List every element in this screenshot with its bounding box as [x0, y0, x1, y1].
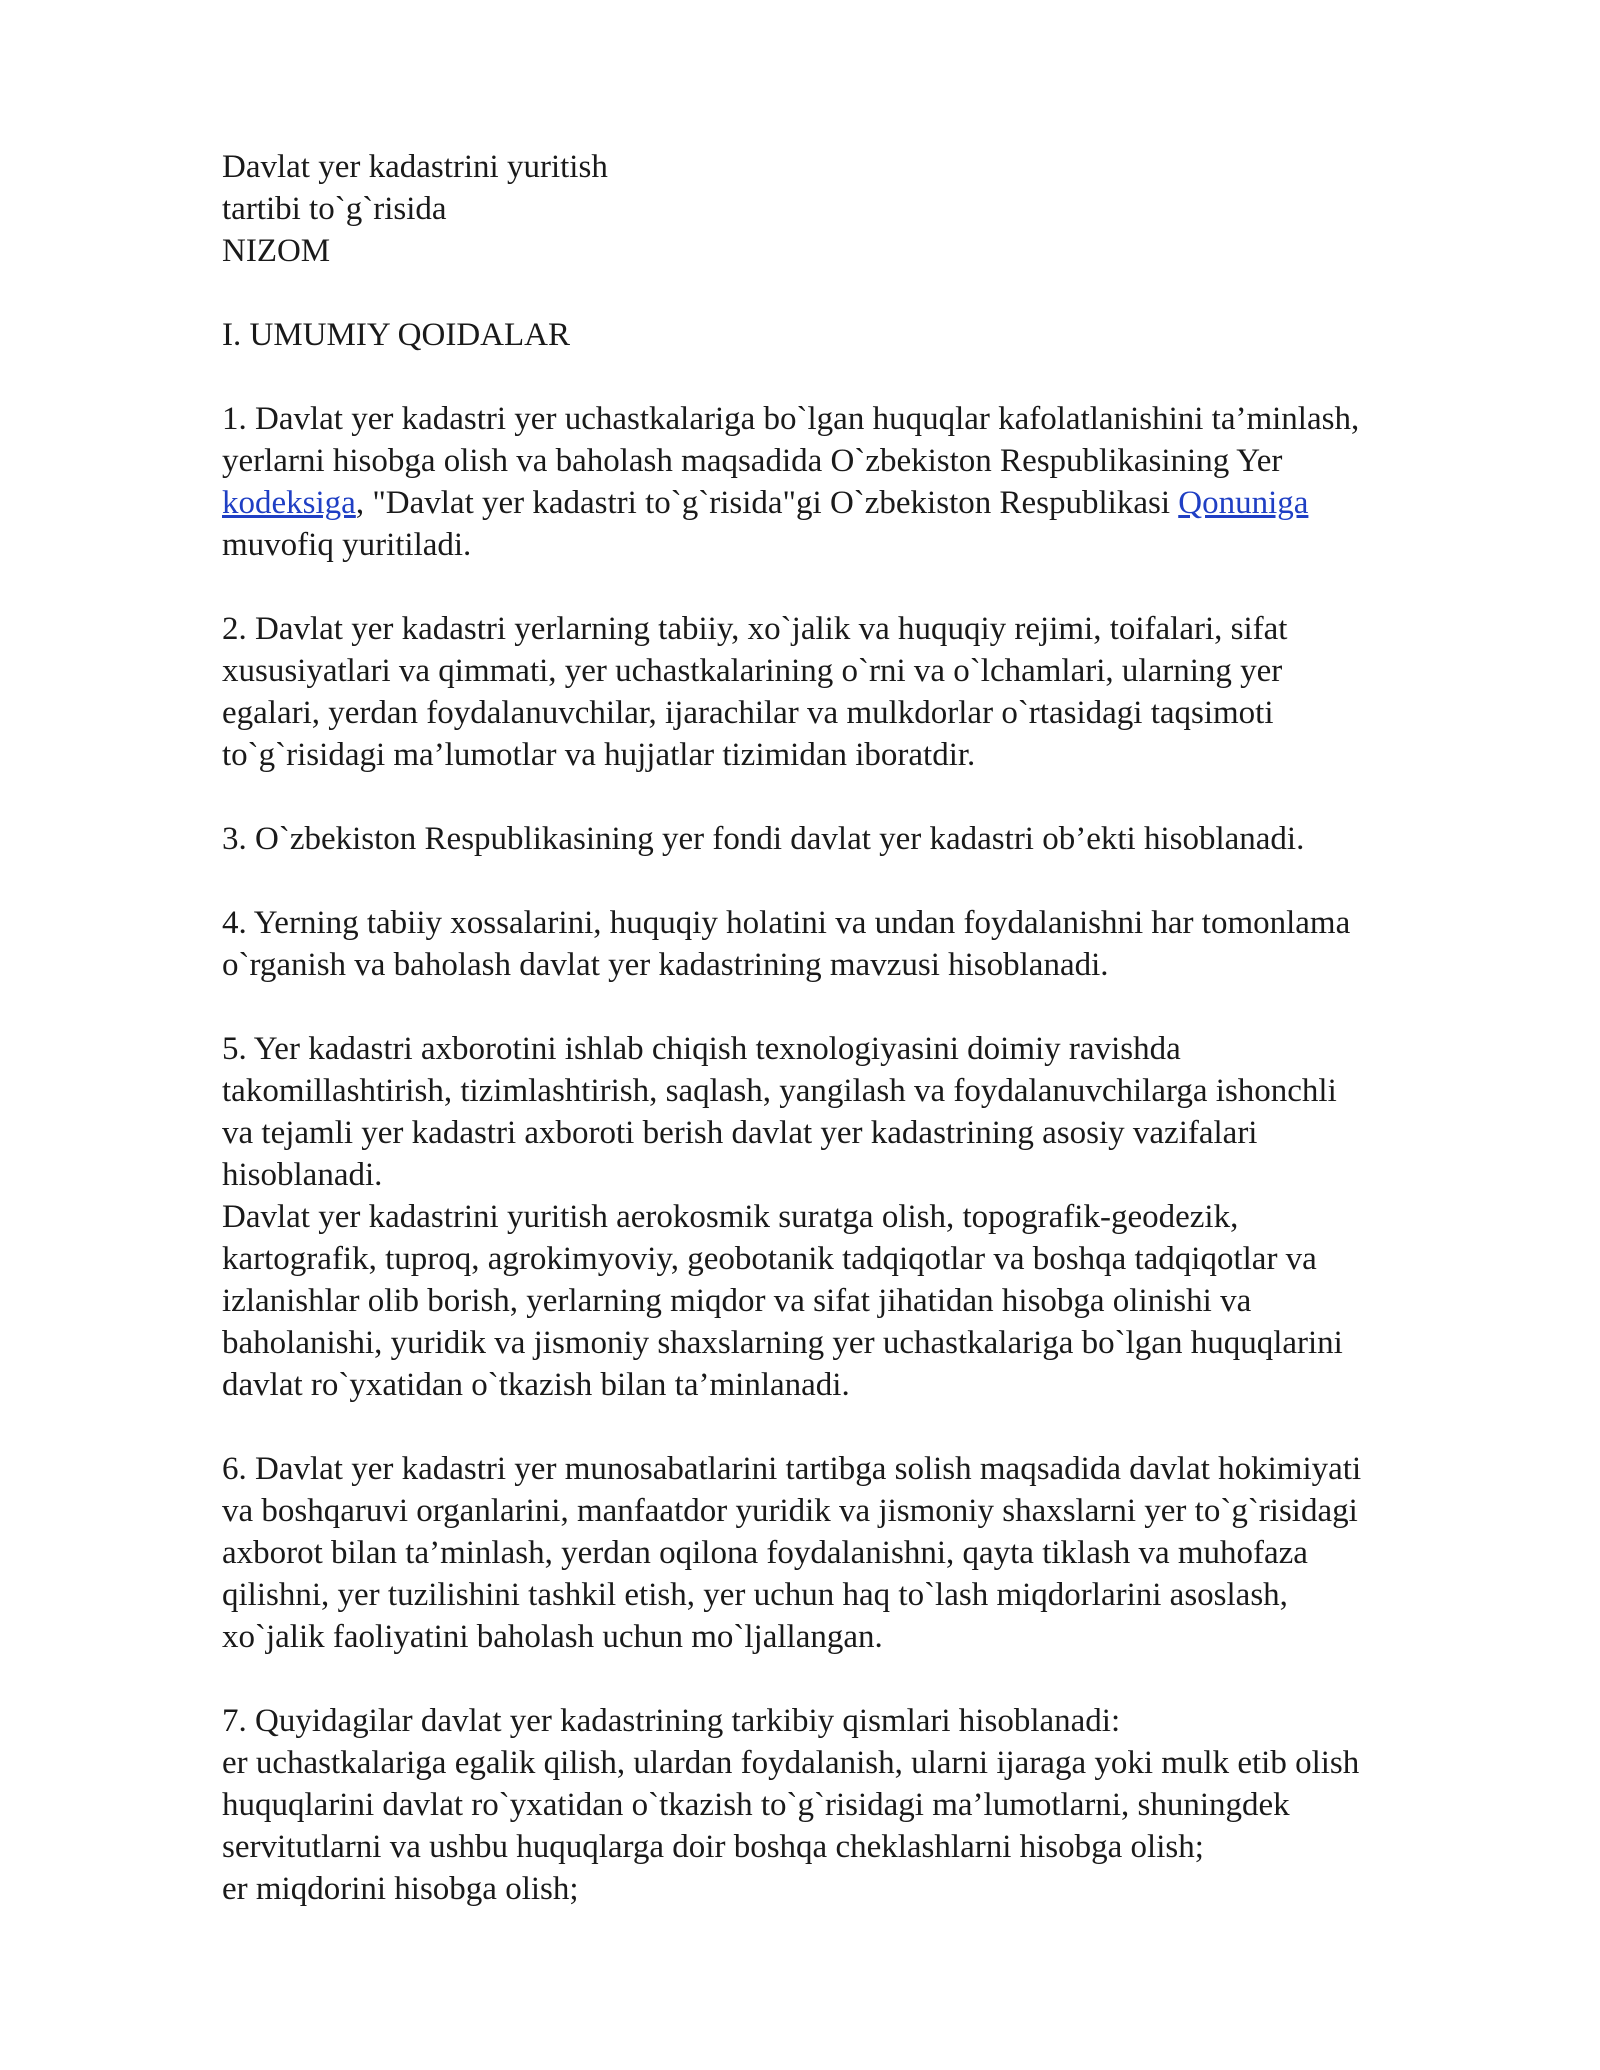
paragraph-line: xususiyatlari va qimmati, yer uchastkalarining o`rni va o`lchamlari, ularning yer	[222, 653, 1283, 689]
paragraph-line: izlanishlar olib borish, yerlarning miqdor va sifat jihatidan hisobga olinishi va	[222, 1283, 1252, 1319]
paragraph-line	[222, 482, 1522, 524]
section-heading-block	[222, 314, 1522, 356]
paragraph-6	[222, 1448, 1522, 1658]
qonuniga-link[interactable]: Qonuniga	[1178, 485, 1309, 521]
paragraph-line: Davlat yer kadastrini yuritish aerokosmik suratga olish, topografik-geodezik,	[222, 1199, 1239, 1235]
paragraph-4	[222, 902, 1522, 986]
paragraph-5	[222, 1028, 1522, 1406]
paragraph-line: kartografik, tuproq, agrokimyoviy, geobotanik tadqiqotlar va boshqa tadqiqotlar va	[222, 1241, 1317, 1277]
paragraph-line: to`g`risidagi ma’lumotlar va hujjatlar tizimidan iboratdir.	[222, 737, 976, 773]
kodeksiga-link[interactable]: kodeksiga	[222, 485, 356, 521]
paragraph-line: servitutlarni va ushbu huquqlarga doir boshqa cheklashlarni hisobga olish;	[222, 1829, 1204, 1865]
title-line-2: tartibi to`g`risida	[222, 191, 447, 227]
paragraph-line: huquqlarini davlat ro`yxatidan o`tkazish to`g`risidagi ma’lumotlarni, shuningdek	[222, 1787, 1290, 1823]
paragraph-line: davlat ro`yxatidan o`tkazish bilan ta’minlanadi.	[222, 1367, 850, 1403]
paragraph-line: er uchastkalariga egalik qilish, ulardan foydalanish, ularni ijaraga yoki mulk etib olish	[222, 1745, 1360, 1781]
paragraph-line: er miqdorini hisobga olish;	[222, 1871, 579, 1907]
paragraph-line: qilishni, yer tuzilishini tashkil etish, yer uchun haq to`lash miqdorlarini asoslash,	[222, 1577, 1288, 1613]
paragraph-line: egalari, yerdan foydalanuvchilar, ijarachilar va mulkdorlar o`rtasidagi taqsimoti	[222, 695, 1274, 731]
paragraph-line: yerlarni hisobga olish va baholash maqsadida O`zbekiston Respublikasining Yer	[222, 443, 1283, 479]
paragraph-line: axborot bilan ta’minlash, yerdan oqilona foydalanishni, qayta tiklash va muhofaza	[222, 1535, 1308, 1571]
paragraph-7	[222, 1700, 1522, 1910]
paragraph-line: 3. O`zbekiston Respublikasining yer fondi davlat yer kadastri ob’ekti hisoblanadi.	[222, 821, 1305, 857]
paragraph-text: , "Davlat yer kadastri to`g`risida"gi O`zbekiston Respublikasi	[355, 485, 1179, 521]
paragraph-line: takomillashtirish, tizimlashtirish, saqlash, yangilash va foydalanuvchilarga ishonchli	[222, 1073, 1337, 1109]
paragraph-line: va boshqaruvi organlarini, manfaatdor yuridik va jismoniy shaxslarni yer to`g`risidagi	[222, 1493, 1358, 1529]
title-line-3: NIZOM	[222, 233, 331, 269]
paragraph-line: baholanishi, yuridik va jismoniy shaxslarning yer uchastkalariga bo`lgan huquqlarini	[222, 1325, 1343, 1361]
paragraph-1	[222, 398, 1522, 566]
paragraph-line: 6. Davlat yer kadastri yer munosabatlarini tartibga solish maqsadida davlat hokimiyati	[222, 1451, 1362, 1487]
document-title	[222, 146, 1522, 272]
paragraph-line: va tejamli yer kadastri axboroti berish davlat yer kadastrining asosiy vazifalari	[222, 1115, 1258, 1151]
paragraph-line: 1. Davlat yer kadastri yer uchastkalariga bo`lgan huquqlar kafolatlanishini ta’minlash,	[222, 401, 1360, 437]
paragraph-line: xo`jalik faoliyatini baholash uchun mo`ljallangan.	[222, 1619, 883, 1655]
title-line-1: Davlat yer kadastrini yuritish	[222, 149, 608, 185]
document-page	[222, 146, 1522, 1952]
paragraph-line: o`rganish va baholash davlat yer kadastrining mavzusi hisoblanadi.	[222, 947, 1109, 983]
paragraph-2	[222, 608, 1522, 776]
paragraph-line: 2. Davlat yer kadastri yerlarning tabiiy, xo`jalik va huquqiy rejimi, toifalari, sifat	[222, 611, 1288, 647]
paragraph-line: 7. Quyidagilar davlat yer kadastrining tarkibiy qismlari hisoblanadi:	[222, 1703, 1121, 1739]
paragraph-line: 4. Yerning tabiiy xossalarini, huquqiy holatini va undan foydalanishni har tomonlama	[222, 905, 1351, 941]
paragraph-3	[222, 818, 1522, 860]
paragraph-line: 5. Yer kadastri axborotini ishlab chiqish texnologiyasini doimiy ravishda	[222, 1031, 1181, 1067]
section-heading: I. UMUMIY QOIDALAR	[222, 317, 570, 353]
paragraph-line: muvofiq yuritiladi.	[222, 527, 472, 563]
paragraph-line: hisoblanadi.	[222, 1157, 383, 1193]
